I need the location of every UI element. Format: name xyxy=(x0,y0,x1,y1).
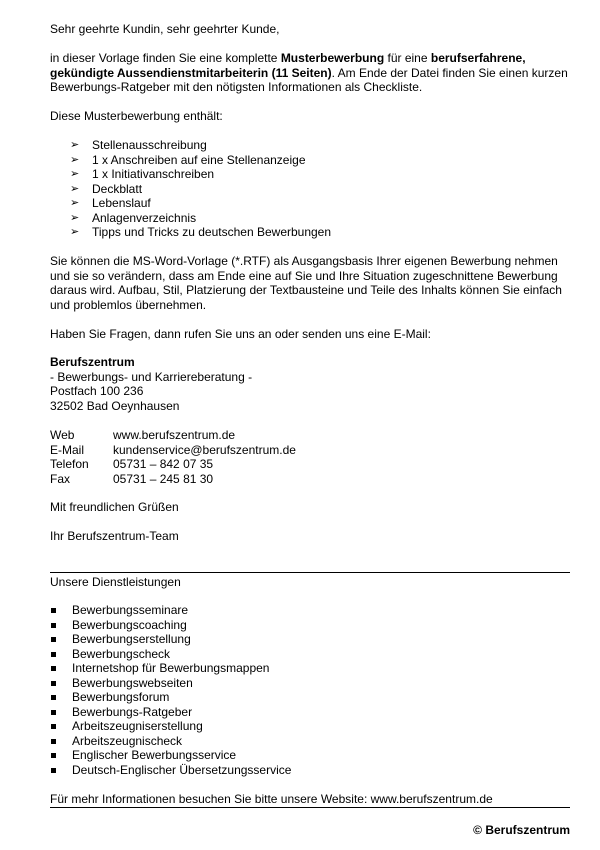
divider-top xyxy=(50,572,570,573)
arrow-bullet-icon: ➢ xyxy=(70,197,80,209)
contact-value: kundenservice@berufszentrum.de xyxy=(113,442,296,457)
square-bullet-icon xyxy=(51,739,56,744)
contents-item-label: 1 x Anschreiben auf eine Stellenanzeige xyxy=(92,152,306,167)
contact-row xyxy=(50,443,570,458)
services-heading: Unsere Dienstleistungen xyxy=(50,575,181,589)
service-item-label: Internetshop für Bewerbungsmappen xyxy=(72,661,270,675)
contact-row xyxy=(50,457,570,472)
contents-item xyxy=(50,153,570,168)
contents-item xyxy=(50,167,570,182)
contact-label: Web xyxy=(50,428,75,442)
copyright: © Berufszentrum xyxy=(473,823,570,837)
service-item-label: Arbeitszeugnischeck xyxy=(72,733,183,748)
signature: Ihr Berufszentrum-Team xyxy=(50,529,179,543)
service-item xyxy=(50,690,570,705)
contact-label: Telefon xyxy=(50,457,89,471)
service-item-label: Bewerbungs-Ratgeber xyxy=(72,704,193,719)
contents-item xyxy=(50,196,570,211)
contents-list xyxy=(50,138,570,240)
square-bullet-icon xyxy=(51,724,56,729)
square-bullet-icon xyxy=(51,710,56,715)
divider-bottom xyxy=(50,807,570,808)
square-bullet-icon xyxy=(51,623,56,628)
intro-text-3: . Am Ende der Datei finden Sie einen kurzen Bewerbungs-Ratgeber mit den nötigsten Informationen als Checkliste. xyxy=(50,65,568,94)
address-line-3: 32502 Bad Oeynhausen xyxy=(50,398,180,413)
service-item xyxy=(50,748,570,763)
contents-item xyxy=(50,211,570,226)
contact-value: 05731 – 245 81 30 xyxy=(113,471,214,486)
address-line-2: Postfach 100 236 xyxy=(50,384,144,398)
intro-text-1: in dieser Vorlage finden Sie eine komplette xyxy=(50,51,281,65)
service-item xyxy=(50,734,570,749)
intro-paragraph xyxy=(50,51,570,95)
closing: Mit freundlichen Grüßen xyxy=(50,500,179,514)
service-item-label: Bewerbungsseminare xyxy=(72,603,189,617)
usage-paragraph: Sie können die MS-Word-Vorlage (*.RTF) als Ausgangsbasis Ihrer eigenen Bewerbung nehmen und sie so verändern, dass am Ende eine auf Sie und Ihre Situation zugeschnittene Bewerbung daraus wird. Aufbau, Stil, Platzierung der Textbausteine und Teile des Inhalts können Sie einfach und problemlos übernehmen. xyxy=(50,254,562,312)
contact-row xyxy=(50,428,570,443)
service-item xyxy=(50,618,570,633)
intro-text-2: für eine xyxy=(384,51,431,65)
contents-item xyxy=(50,225,570,240)
service-item-label: Arbeitszeugniserstellung xyxy=(72,719,203,733)
address-block xyxy=(50,355,570,413)
square-bullet-icon xyxy=(51,681,56,686)
service-item xyxy=(50,763,570,778)
contents-item xyxy=(50,182,570,197)
company-name: Berufszentrum xyxy=(50,355,135,369)
service-item xyxy=(50,676,570,691)
services-list xyxy=(50,603,570,777)
square-bullet-icon xyxy=(51,637,56,642)
contents-item-label: 1 x Initiativanschreiben xyxy=(92,167,215,181)
service-item-label: Englischer Bewerbungsservice xyxy=(72,748,237,762)
questions-paragraph: Haben Sie Fragen, dann rufen Sie uns an oder senden uns eine E-Mail: xyxy=(50,327,431,341)
contents-item-label: Stellenausschreibung xyxy=(92,138,207,152)
contents-item-label: Lebenslauf xyxy=(92,196,151,210)
square-bullet-icon xyxy=(51,768,56,773)
greeting: Sehr geehrte Kundin, sehr geehrter Kunde, xyxy=(50,22,280,36)
contents-item-label: Deckblatt xyxy=(92,181,143,196)
service-item-label: Bewerbungserstellung xyxy=(72,632,191,646)
square-bullet-icon xyxy=(51,608,56,613)
service-item-label: Bewerbungscheck xyxy=(72,646,171,661)
arrow-bullet-icon: ➢ xyxy=(70,153,80,166)
arrow-bullet-icon: ➢ xyxy=(70,182,80,195)
service-item xyxy=(50,705,570,720)
contact-row xyxy=(50,472,570,487)
contents-item-label: Tipps und Tricks zu deutschen Bewerbungen xyxy=(92,225,332,239)
contact-table xyxy=(50,428,570,486)
contact-label: Fax xyxy=(50,471,71,486)
address-line-1: - Bewerbungs- und Karriereberatung - xyxy=(50,369,253,384)
intro-bold-1: Musterbewerbung xyxy=(280,51,385,65)
arrow-bullet-icon: ➢ xyxy=(70,226,80,238)
square-bullet-icon xyxy=(51,695,56,700)
contact-label: E-Mail xyxy=(50,442,85,457)
contact-value: 05731 – 842 07 35 xyxy=(113,457,214,471)
arrow-bullet-icon: ➢ xyxy=(70,168,80,180)
contains-heading: Diese Musterbewerbung enthält: xyxy=(50,109,223,123)
service-item xyxy=(50,661,570,676)
arrow-bullet-icon: ➢ xyxy=(70,211,80,224)
service-item-label: Bewerbungsforum xyxy=(72,690,170,704)
service-item-label: Bewerbungswebseiten xyxy=(72,675,193,690)
intro-bold-2: berufserfahrene, gekündigte Aussendienstmitarbeiterin (11 Seiten) xyxy=(50,51,526,80)
service-item-label: Bewerbungscoaching xyxy=(72,617,187,632)
service-item xyxy=(50,647,570,662)
website-note: Für mehr Informationen besuchen Sie bitte unsere Website: www.berufszentrum.de xyxy=(50,792,493,806)
service-item xyxy=(50,632,570,647)
square-bullet-icon xyxy=(51,666,56,671)
service-item-label: Deutsch-Englischer Übersetzungsservice xyxy=(72,762,292,777)
contents-item-label: Anlagenverzeichnis xyxy=(92,210,197,225)
square-bullet-icon xyxy=(51,753,56,758)
arrow-bullet-icon: ➢ xyxy=(70,139,80,151)
contact-value: www.berufszentrum.de xyxy=(113,428,236,442)
service-item xyxy=(50,603,570,618)
contents-item xyxy=(50,138,570,153)
square-bullet-icon xyxy=(51,652,56,657)
service-item xyxy=(50,719,570,734)
